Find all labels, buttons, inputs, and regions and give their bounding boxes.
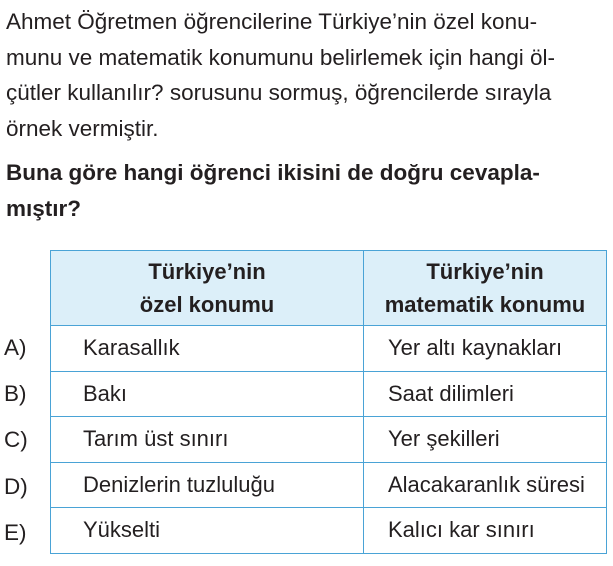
option-letter-e[interactable]: E) [4,519,27,545]
cell-special: Yükselti [51,508,364,554]
table-header-row [51,251,607,326]
cell-special: Karasallık [51,326,364,372]
header-special-location [51,251,364,326]
cell-math: Kalıcı kar sınırı [364,508,607,554]
option-letters [4,325,44,556]
cell-math: Alacakaranlık süresi [364,462,607,508]
question-line: örnek vermiştir. [6,115,159,141]
cell-math: Saat dilimleri [364,371,607,417]
header-line: Türkiye’nin [426,259,544,284]
table-row[interactable] [51,508,607,554]
option-letter-c[interactable]: C) [4,427,28,453]
cell-math: Yer altı kaynakları [364,326,607,372]
table-row[interactable] [51,326,607,372]
option-letter-d[interactable]: D) [4,473,28,499]
question-line: munu ve matematik konumunu belirlemek için hangi öl- [6,44,556,70]
cell-special: Bakı [51,371,364,417]
cell-special: Tarım üst sınırı [51,417,364,463]
option-letter-b[interactable]: B) [4,381,27,407]
header-line: matematik konumu [384,292,586,317]
question-prompt [6,155,606,227]
question-text [6,4,606,146]
prompt-line: Buna göre hangi öğrenci ikisini de doğru cevapla- [6,160,540,185]
prompt-line: mıştır? [6,196,82,221]
answer-table [50,250,607,554]
cell-math: Yer şekilleri [364,417,607,463]
question-line: Ahmet Öğretmen öğrencilerine Türkiye’nin özel konu- [6,9,538,34]
cell-special: Denizlerin tuzluluğu [51,462,364,508]
option-letter-a[interactable]: A) [4,335,27,360]
table-row[interactable] [51,371,607,417]
table-row[interactable] [51,462,607,508]
header-line: Türkiye’nin [148,259,266,284]
table-row[interactable] [51,417,607,463]
question-line: çütler kullanılır? sorusunu sormuş, öğrencilerde sırayla [6,80,552,105]
header-line: özel konumu [139,292,275,317]
header-math-location [364,251,607,326]
